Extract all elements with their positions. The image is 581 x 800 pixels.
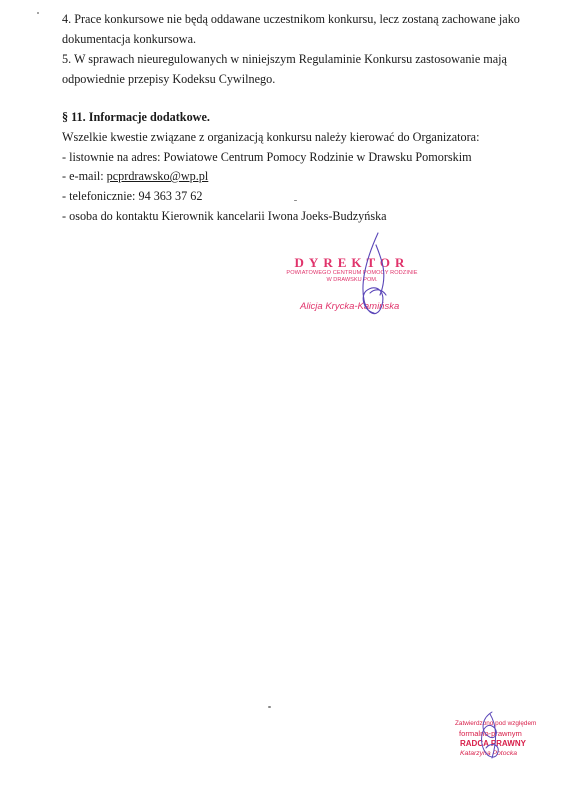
section-11-heading: § 11. Informacje dodatkowe. xyxy=(62,110,210,124)
director-stamp-institution: POWIATOWEGO CENTRUM POMOCY RODZINIE xyxy=(286,270,418,276)
legal-stamp-line-4: Katarzyna Potocka xyxy=(460,750,518,757)
director-stamp-title: DYREKTOR xyxy=(294,255,410,270)
legal-signature-stroke xyxy=(482,712,499,758)
section-11-intro: Wszelkie kwestie związane z organizacją konkursu należy kierować do Organizatora: xyxy=(62,130,480,144)
legal-signature xyxy=(470,708,510,768)
paragraph-5-line-1: 5. W sprawach nieuregulowanych w niniejszym Regulaminie Konkursu zastosowanie mają xyxy=(62,52,507,66)
contact-phone-line: - telefonicznie: 94 363 37 62 xyxy=(62,189,203,203)
director-signature-stroke xyxy=(363,233,386,314)
scan-speck xyxy=(37,12,39,14)
paragraph-4-line-1: 4. Prace konkursowe nie będą oddawane uczestnikom konkursu, lecz zostaną zachowane jako xyxy=(62,12,520,26)
contact-email-line xyxy=(62,168,208,184)
director-signature xyxy=(330,225,410,335)
legal-stamp-line-2: formalno-prawnym xyxy=(459,729,522,738)
email-link[interactable]: pcprdrawsko@wp.pl xyxy=(106,169,209,183)
paragraph-5-line-2: odpowiednie przepisy Kodeksu Cywilnego. xyxy=(62,72,276,86)
email-prefix: - e-mail: xyxy=(62,169,107,183)
contact-person-line: - osoba do kontaktu Kierownik kancelarii Iwona Joeks-Budzyńska xyxy=(62,209,387,223)
director-stamp-name: Alicja Krycka-Kamińska xyxy=(300,301,400,312)
scan-speck xyxy=(294,200,297,201)
scan-speck xyxy=(268,706,271,708)
contact-mail-line: - listownie na adres: Powiatowe Centrum Pomocy Rodzinie w Drawsku Pomorskim xyxy=(62,150,472,164)
legal-stamp-line-1: Zatwierdzono pod względem xyxy=(455,720,537,727)
paragraph-4-line-2: dokumentacja konkursowa. xyxy=(62,32,197,46)
legal-stamp-line-3: RADCA PRAWNY xyxy=(460,739,526,748)
director-stamp-location: W DRAWSKU POM. xyxy=(326,277,378,283)
